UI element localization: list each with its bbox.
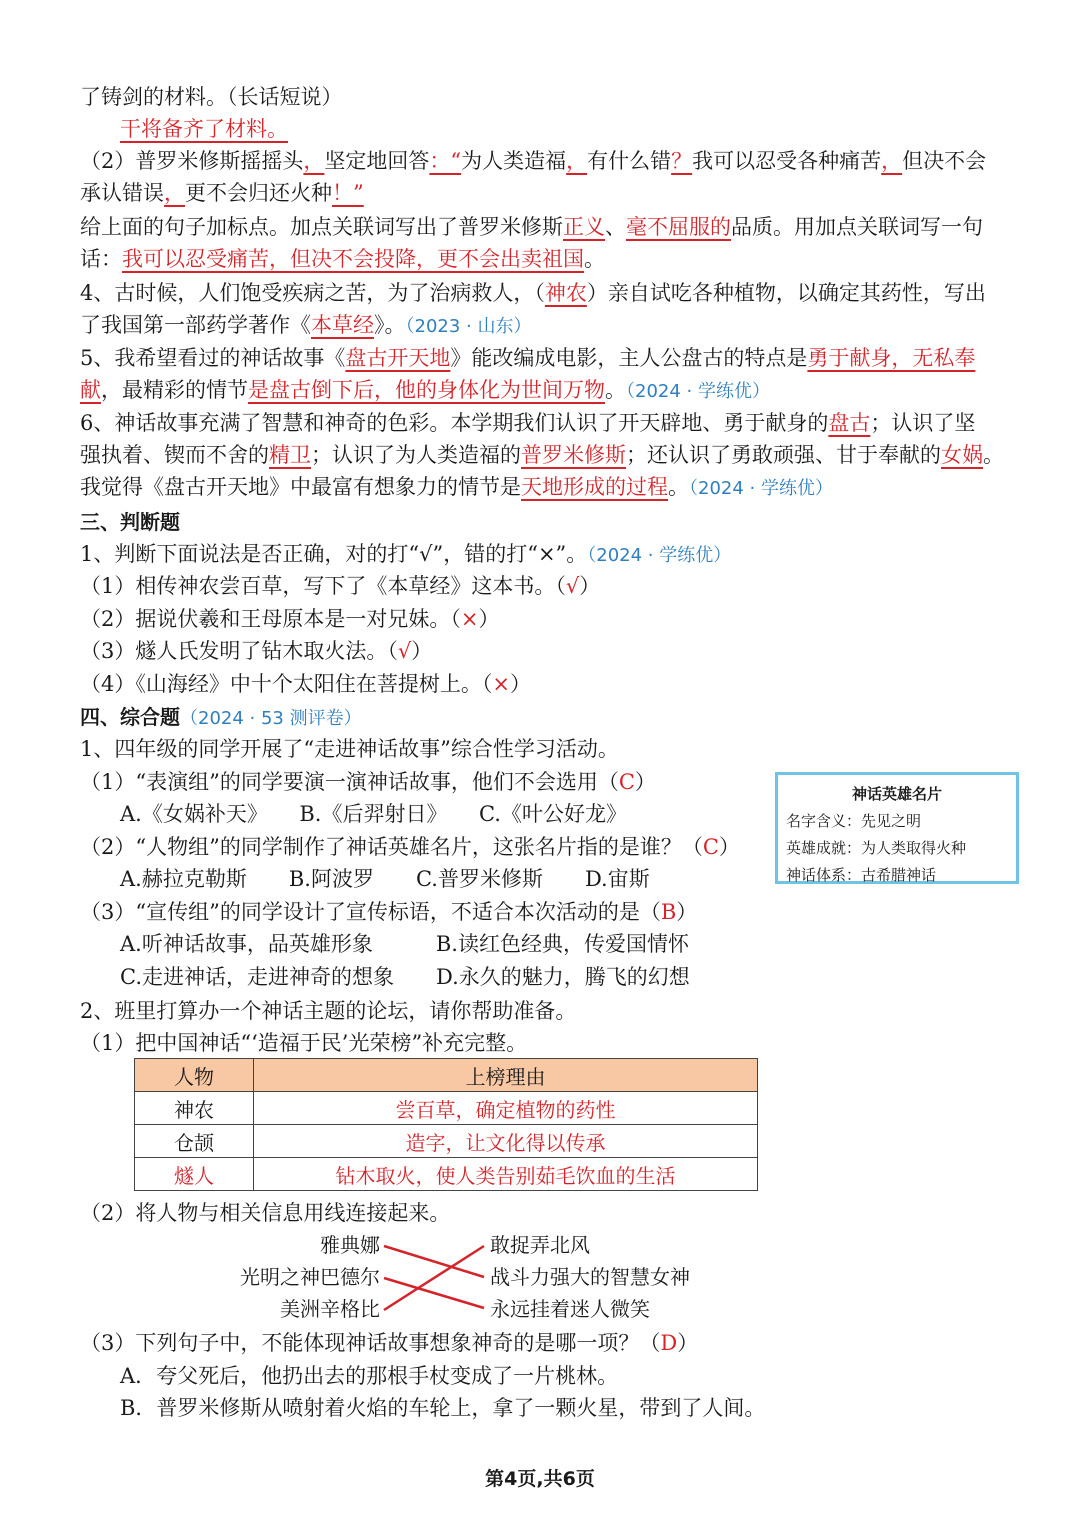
q2-sub-2: （2）将人物与相关信息用线连接起来。 xyxy=(80,1201,451,1225)
line-1: 了铸剑的材料。（长话短说） xyxy=(80,85,343,109)
sub-question-1-options: A.《女娲补天》 B.《后羿射日》 C.《叶公好龙》 xyxy=(120,802,627,826)
match-line-1 xyxy=(384,1246,484,1277)
option-a: A．夸父死后，他扔出去的那根手杖变成了一片桃林。 xyxy=(120,1364,619,1388)
table-cell-reason: 尝百草，确定植物的药性 xyxy=(254,1092,758,1125)
table-header-person: 人物 xyxy=(135,1059,254,1092)
hero-card-title: 神话英雄名片 xyxy=(851,785,942,803)
judge-instruction: 1、判断下面说法是否正确，对的打“√”，错的打“×”。（2024 · 学练优） xyxy=(80,542,732,566)
answer-line-2: 干将备齐了材料。 xyxy=(120,117,288,141)
judge-item-1: （1）相传神农尝百草，写下了《本草经》这本书。（√） xyxy=(80,574,601,598)
table-cell-reason: 造字，让文化得以传承 xyxy=(254,1125,758,1158)
question-6-line-2: 强执着、锲而不舍的精卫；认识了为人类造福的普罗米修斯；还认识了勇敢顽强、甘于奉献的女娲。 xyxy=(80,443,1004,467)
q2-sub-3: （3）下列句子中，不能体现神话故事想象神奇的是哪一项？（D） xyxy=(80,1331,699,1355)
hero-card-row: 英雄成就：为人类取得火种 xyxy=(786,839,967,857)
question-4-line-1: 4、古时候，人们饱受疾病之苦，为了治病救人，（神农）亲自试吃各种植物，以确定其药性，写出 xyxy=(80,281,986,305)
match-right-3: 永远挂着迷人微笑 xyxy=(490,1297,650,1321)
sub-question-2-options: A.赫拉克勒斯 B.阿波罗 C.普罗米修斯 D.宙斯 xyxy=(120,867,650,891)
question-6-line-3: 我觉得《盘古开天地》中最富有想象力的情节是天地形成的过程。（2024 · 学练优） xyxy=(80,475,833,499)
table-cell-person: 神农 xyxy=(135,1092,254,1125)
judge-item-3: （3）燧人氏发明了钻木取火法。（√） xyxy=(80,639,433,663)
table-header-reason: 上榜理由 xyxy=(254,1059,758,1092)
punctuation-sentence-2: 承认错误，更不会归还火种！” xyxy=(80,181,364,205)
punctuation-sentence-1: （2）普罗米修斯摇摇头，坚定地回答：“为人类造福，有什么错？我可以忍受各种痛苦，但决不会 xyxy=(80,149,987,173)
sub-question-1: （1）“表演组”的同学要演一演神话故事，他们不会选用（C） xyxy=(80,770,656,794)
judge-item-4: （4）《山海经》中十个太阳住在菩提树上。（×） xyxy=(80,672,531,696)
match-left-1: 雅典娜 xyxy=(320,1233,380,1257)
comprehensive-q1: 1、四年级的同学开展了“走进神话故事”综合性学习活动。 xyxy=(80,737,619,761)
section-3-heading: 三、判断题 xyxy=(80,510,180,534)
question-5-line-1: 5、我希望看过的神话故事《盘古开天地》能改编成电影，主人公盘古的特点是勇于献身，无私奉 xyxy=(80,346,976,370)
table-cell-reason: 钻木取火，使人类告别茹毛饮血的生活 xyxy=(254,1158,758,1191)
question-6-line-1: 6、神话故事充满了智慧和神奇的色彩。本学期我们认识了开天辟地、勇于献身的盘古；认识了坚 xyxy=(80,411,976,435)
match-left-2: 光明之神巴德尔 xyxy=(240,1265,380,1289)
table-cell-person: 燧人 xyxy=(135,1158,254,1191)
match-left-3: 美洲辛格比 xyxy=(280,1297,380,1321)
hero-card-row: 神话体系：古希腊神话 xyxy=(786,866,937,884)
sub-question-3-options-1: A.听神话故事，品英雄形象 B.读红色经典，传爱国情怀 xyxy=(120,932,689,956)
option-b: B．普罗米修斯从喷射着火焰的车轮上，拿了一颗火星，带到了人间。 xyxy=(120,1396,766,1420)
match-right-1: 敢捉弄北风 xyxy=(490,1233,590,1257)
page-footer: 第4页,共6页 xyxy=(485,1468,595,1490)
question-4-line-2: 了我国第一部药学著作《本草经》。（2023 · 山东） xyxy=(80,313,532,337)
sub-question-3-options-2: C.走进神话，走进神奇的想象 D.永久的魅力，腾飞的幻想 xyxy=(120,965,690,989)
match-right-2: 战斗力强大的智慧女神 xyxy=(490,1265,690,1289)
instruction-line: 给上面的句子加标点。加点关联词写出了普罗米修斯正义、毫不屈服的品质。用加点关联词写一句 xyxy=(80,215,983,239)
hero-card-row: 名字含义：先见之明 xyxy=(786,812,922,830)
question-5-line-2: 献，最精彩的情节是盘古倒下后，他的身体化为世间万物。（2024 · 学练优） xyxy=(80,378,770,402)
q2-sub-1: （1）把中国神话“‘造福于民’光荣榜”补充完整。 xyxy=(80,1031,528,1055)
sub-question-2: （2）“人物组”的同学制作了神话英雄名片，这张名片指的是谁？（C） xyxy=(80,835,740,859)
comprehensive-q2: 2、班里打算办一个神话主题的论坛，请你帮助准备。 xyxy=(80,999,577,1023)
judge-item-2: （2）据说伏羲和王母原本是一对兄妹。（×） xyxy=(80,607,500,631)
match-line-2 xyxy=(384,1278,484,1308)
sentence-answer-line: 话：我可以忍受痛苦，但决不会投降，更不会出卖祖国。 xyxy=(80,247,605,271)
sub-question-3: （3）“宣传组”的同学设计了宣传标语，不适合本次活动的是（B） xyxy=(80,900,698,924)
match-line-3 xyxy=(384,1246,484,1310)
section-4-heading: 四、综合题（2024 · 53 测评卷） xyxy=(80,705,362,729)
table-cell-person: 仓颉 xyxy=(135,1125,254,1158)
